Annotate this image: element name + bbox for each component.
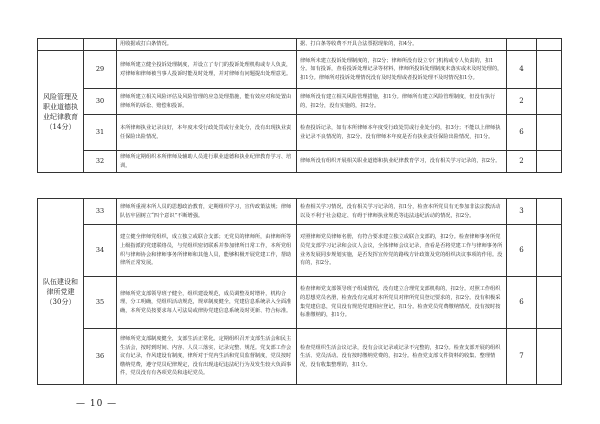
table-row <box>38 199 562 225</box>
requirement-cell: 律师所党支部领导班子健全，组织建设规范，成员调整及时增补，机构合理，分工明确，党组织活动规范，规章制度健全，党建信息系统录入全面准确，本所党员按要求每人可法局或律协党建信息系统及时更新、符合标准。 <box>117 277 297 329</box>
table-row <box>38 151 562 173</box>
requirement-cell: 律师所建立健全投诉处理制度，并设立了专门的投诉处理机构或专人负责，对律师和律师被当事人投诉时能及时处理，并对律师有问题提出处理意见。 <box>117 51 297 89</box>
scoring-cell: 检查相关学习情况，没有相关学习记录的，扣1分，检查本所党员有无参加非法宗教活动以及不利于社会稳定、有碍于律师执业规范等违法违纪活动的情况，扣2分。 <box>297 199 507 225</box>
scoring-cell: 检查投诉记录，如有本所律师本年度受行政处罚或行业处分的，扣3分；不能以上律师执业记录不良情况的，扣2分。没有律师本年度是否有执业责任保险出险情况，扣1分。 <box>297 115 507 151</box>
requirement-cell: 律师所建立相关风险评估及风险管理的应急处理措施，能有效应对和处置由律师所的诉讼、赔偿和投诉。 <box>117 89 297 115</box>
table-row <box>38 329 562 385</box>
score-cell: 4 <box>507 51 537 89</box>
score-cell: 2 <box>507 151 537 173</box>
scoring-cell: 据、打白条等收费不开具合法票据现象的，扣4分。 <box>297 39 507 51</box>
blank-cell <box>537 277 562 329</box>
item-number: 30 <box>84 89 117 115</box>
blank-cell <box>537 115 562 151</box>
requirement-cell: 建立健全律师党组织，成立独立或联合支部；无党员的律师所，由律师所等上级指派的党建联络员，与党组织密切联系并参加律所日常工作，本所党组织与律师协会和律师事务所律师和其他人员，能够积极开展党建工作，帮助律所正常发展。 <box>117 225 297 277</box>
scoring-cell: 律师所未建立投诉处理制度的，扣2分；律师所没有设立专门机构或专人负责的，扣1分。如有投诉，查看投诉处理记录等材料，律师所投诉处理制度未落实或未及时处理的，扣1分。律师所对投诉处理情况没有及时处理或者投诉处理不及时情况扣1分。 <box>297 51 507 89</box>
blank-cell <box>537 225 562 277</box>
scoring-cell: 检查律师党支部领导班子组成情况，没有建立合理党支部机构的，扣2分。对照工作组织的思想党员名册，检查没有完成对本所党员对律所党员登记要求的，扣2分。没有积极采集党建信息，党员没有规范党建相应登记，扣1分。检查党员党费缴纳情况，没有按时按标准缴纳的，扣1分。 <box>297 277 507 329</box>
blank-cell <box>38 39 84 51</box>
table-row <box>38 277 562 329</box>
item-number: 31 <box>84 115 117 151</box>
category-cell: 队伍建设和律所党建（30分） <box>38 199 84 385</box>
scoring-table-team-building <box>37 198 562 385</box>
blank-cell <box>537 89 562 115</box>
blank-cell <box>537 329 562 385</box>
item-number: 33 <box>84 199 117 225</box>
item-number: 35 <box>84 277 117 329</box>
blank-cell <box>537 51 562 89</box>
score-cell: 6 <box>507 277 537 329</box>
requirement-cell: 律师所党支部制度健全，支部生活正常化。定期组织召开支部生活会和民主生活会，按时到时间、内容、人员三落实，记录完整、规范。党支部工作会议有记录，作风建设有制度，律所对于党内生活和党员监督制度，党员按时缴纳党费，遵守党员纪律规定，没有出现违纪违法纪行为及发生较大负面事件，党员没有有各项党员和违纪党员。 <box>117 329 297 385</box>
item-number: 32 <box>84 151 117 173</box>
page-number: — 10 — <box>76 399 118 409</box>
item-number: 29 <box>84 51 117 89</box>
scoring-cell: 律师所没有建立相关风险管理措施，扣1分。律师所有建立风险管理制度，但没有执行的，扣2分，没有实施的，扣2分。 <box>297 89 507 115</box>
scoring-table-risk-management <box>37 38 562 173</box>
category-cell: 风险管理及职业道德执业纪律教育（14分） <box>38 51 84 173</box>
blank-cell <box>537 39 562 51</box>
table-row <box>38 115 562 151</box>
score-cell: 2 <box>507 89 537 115</box>
requirement-cell: 本所律师执业记录良好，本年度未受行政处罚或行业处分，没有出现执业责任保险出险情况。 <box>117 115 297 151</box>
score-cell: 6 <box>507 115 537 151</box>
blank-cell <box>84 39 117 51</box>
requirement-cell: 律师所重视本所人员的思想政治教育，定期组织学习，宣传政策法规；律师队伍牢固树立“四个意识”不断增强。 <box>117 199 297 225</box>
table-row <box>38 89 562 115</box>
scoring-cell: 检查党组织生活会议记录，没有会议记录或记录不完整的，扣2分。检查支部开展的组织生活、党员活动。没有按时缴纳党费的，扣2分。检查党支部文件资料的收集、整理情况，没有收集整理的，扣1分。 <box>297 329 507 385</box>
requirement-cell: 律师所定期组织本所律师及辅助人员进行职业道德和执业纪律教育学习、培训。 <box>117 151 297 173</box>
requirement-cell: 用收据或打白条情况。 <box>117 39 297 51</box>
score-cell: 7 <box>507 329 537 385</box>
item-number: 36 <box>84 329 117 385</box>
score-cell: 6 <box>507 225 537 277</box>
blank-cell <box>537 151 562 173</box>
blank-cell <box>507 39 537 51</box>
blank-cell <box>537 199 562 225</box>
item-number: 34 <box>84 225 117 277</box>
table-row <box>38 51 562 89</box>
score-cell: 3 <box>507 199 537 225</box>
table-row <box>38 225 562 277</box>
table-row <box>38 39 562 51</box>
scoring-cell: 律师所没有组织开展相关职业道德和执业纪律教育学习，没有相关学习记录的，扣2分。 <box>297 151 507 173</box>
scoring-cell: 对照律师党员律师名册，有符合要求建立独立或联合支部的，扣2分。检查律师事务所党员党支部学习记录和会议人会议，全体律师会议记录，查看是否将党建工作与律师事务所业务发展同步规划实施，是否发挥宣传党的路线方针政策及党的组织决议事项的作用。没有的，扣2分。 <box>297 225 507 277</box>
